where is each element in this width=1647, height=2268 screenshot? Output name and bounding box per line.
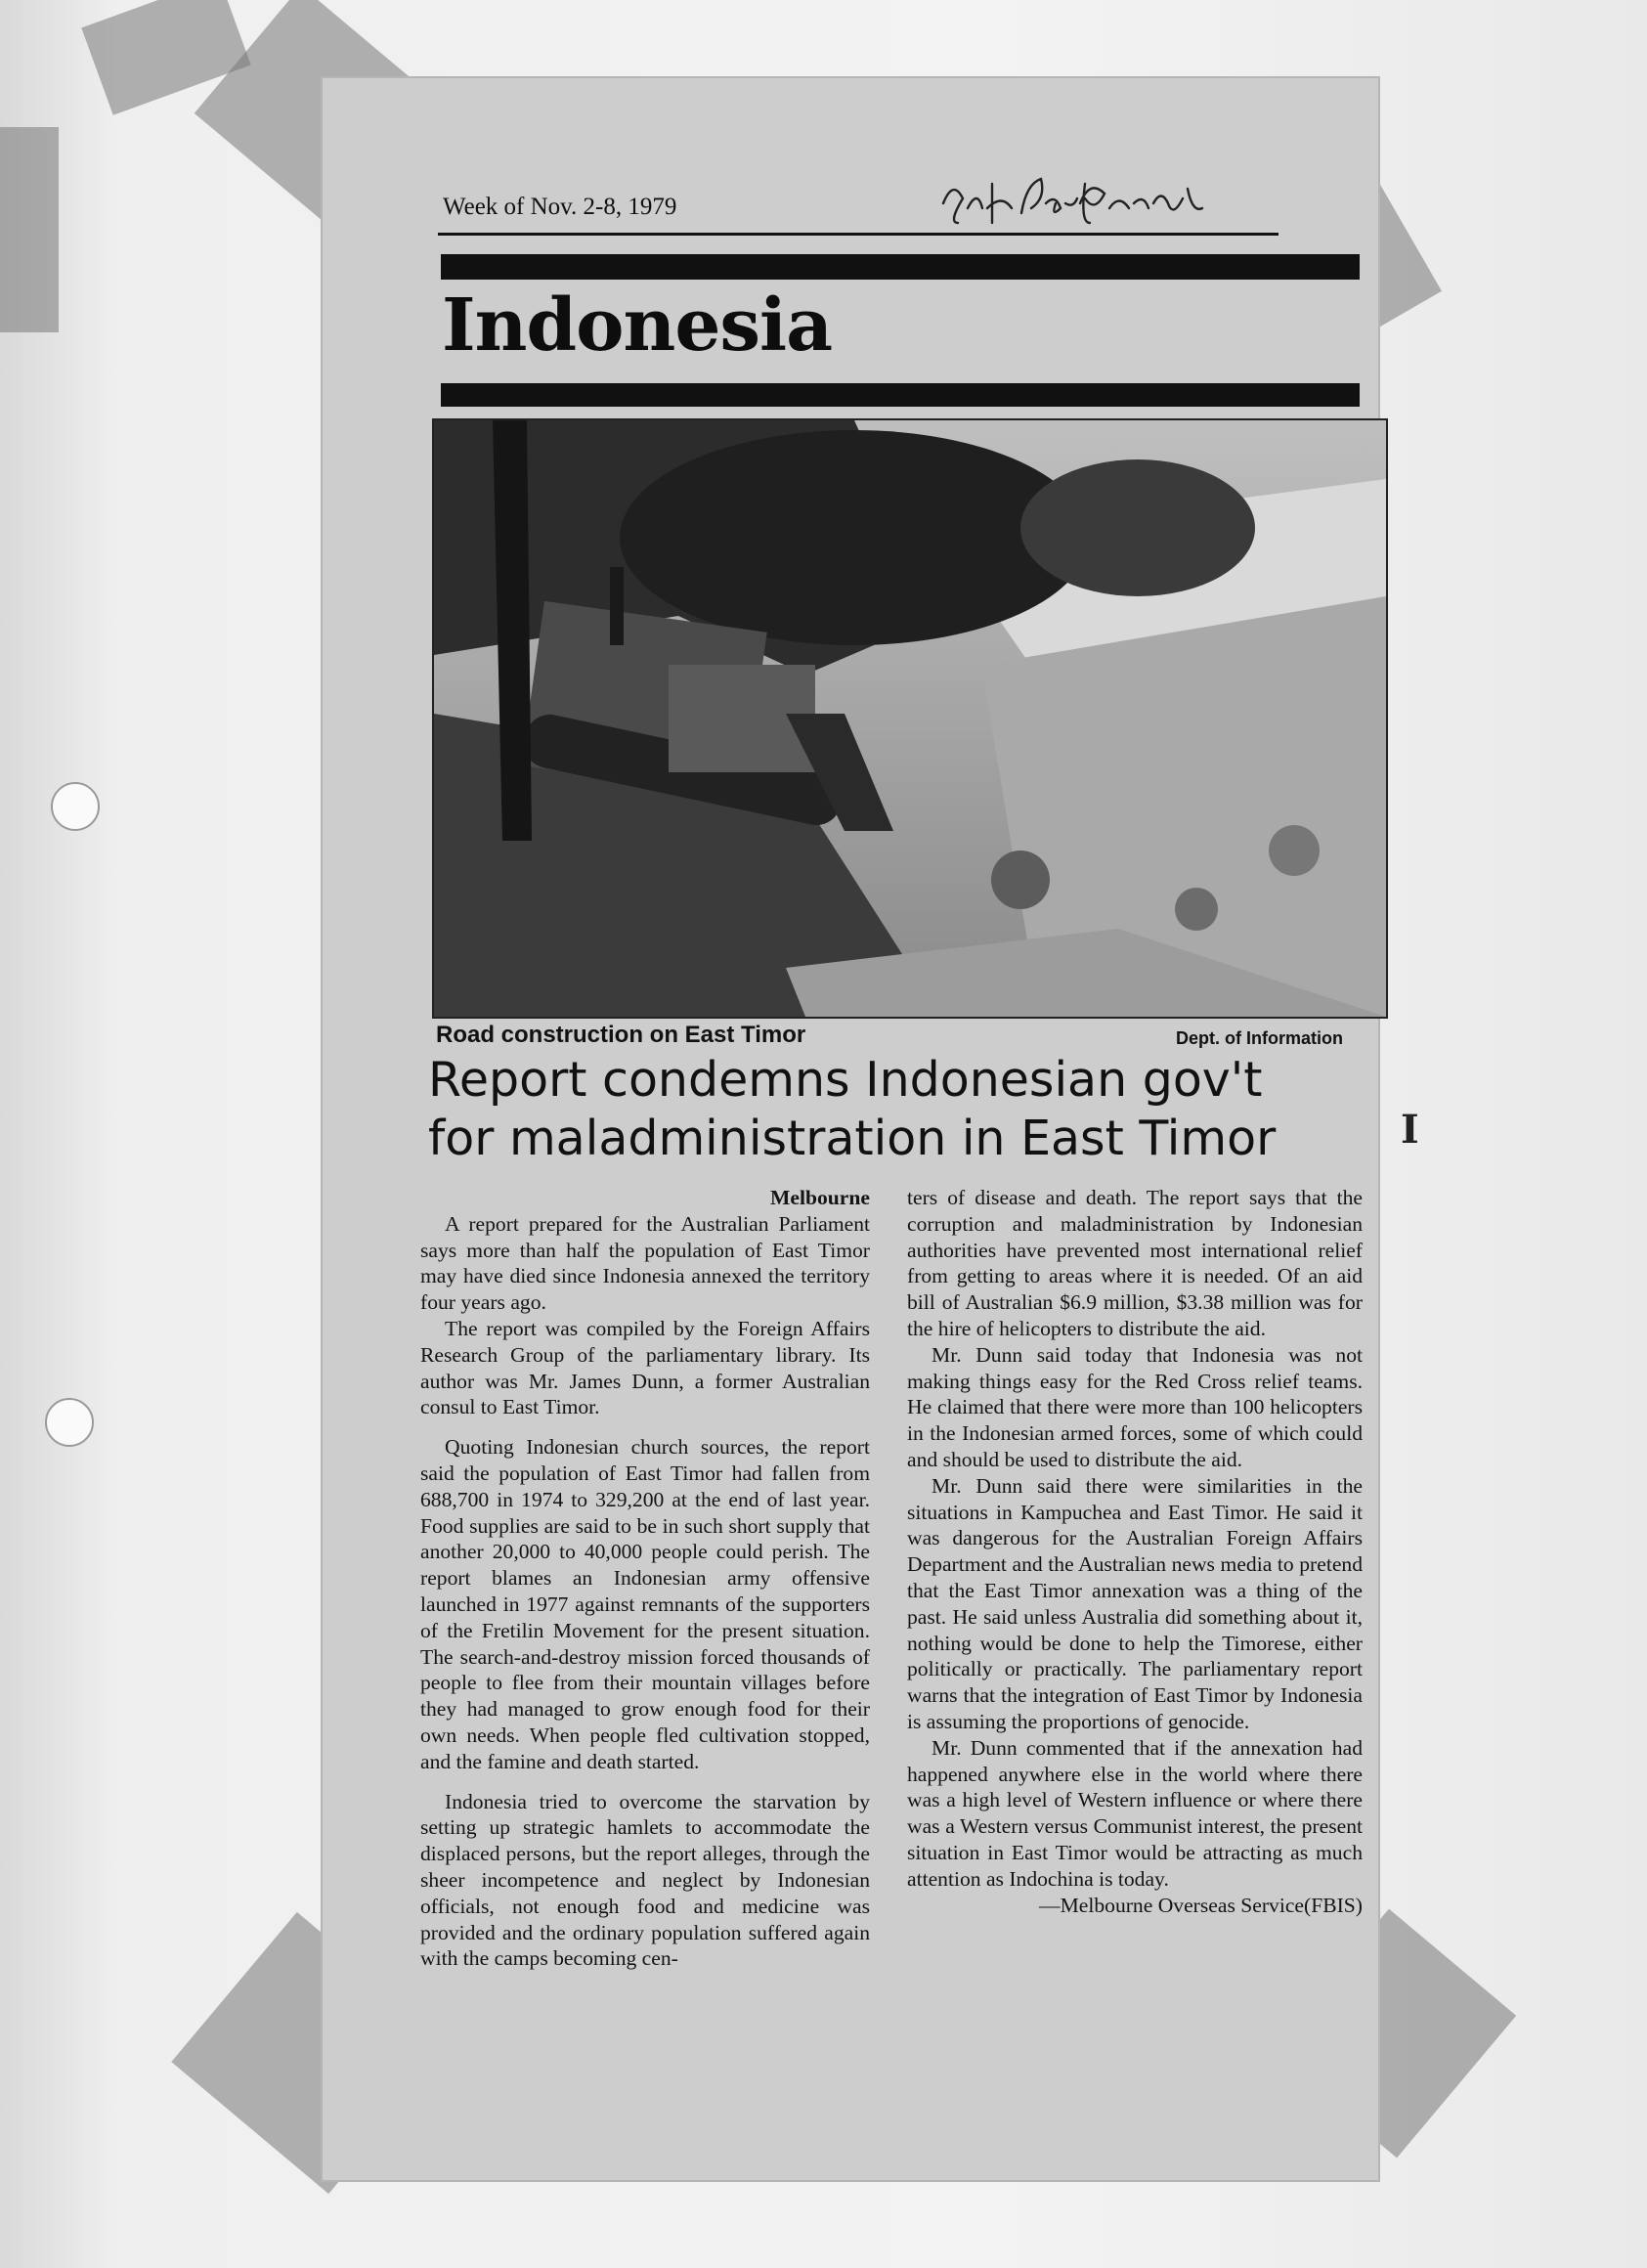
header-bar-bottom — [441, 383, 1360, 407]
paragraph: A report prepared for the Australian Parliament says more than half the population of East Timor may have died since Indonesia annexed the territory four years ago. — [420, 1211, 870, 1315]
source-credit: —Melbourne Overseas Service(FBIS) — [1038, 1893, 1363, 1917]
article-column-left — [420, 1185, 870, 1972]
photo-illustration — [434, 420, 1386, 1017]
header-bar-top — [441, 254, 1360, 280]
article-column-right — [907, 1185, 1363, 1918]
headline-line-1: Report condemns Indonesian gov't — [428, 1052, 1263, 1108]
section-title: Indonesia — [442, 284, 833, 368]
paragraph: Mr. Dunn said today that Indonesia was not making things easy for the Red Cross relief teams. He claimed that there were more than 100 helicopters in the Indonesian armed forces, some of which could and should be used to distribute the aid. — [907, 1342, 1363, 1471]
photo-credit: Dept. of Information — [1176, 1028, 1343, 1048]
dateline-rule — [438, 233, 1279, 236]
handwritten-note — [933, 164, 1227, 233]
paragraph: Mr. Dunn said there were similarities in the situations in Kampuchea and East Timor. He said it was dangerous for the Australian Foreign Affairs Department and the Australian news media to pretend that the East Timor annexation was a thing of the past. He said unless Australia did something about it, nothing would be done to help the Timorese, either politically or practically. The parliamentary report warns that the integration of East Timor by Indonesia is assuming the proportions of genocide. — [907, 1473, 1363, 1733]
paragraph: ters of disease and death. The report says that the corruption and maladministration by Indonesian authorities have prevented most international relief from getting to areas where it is needed. Of an aid bill of Australian $6.9 million, $3.38 million was for the hire of helicopters to distribute the aid. — [907, 1186, 1363, 1340]
paragraph: The report was compiled by the Foreign Affairs Research Group of the parliamentary library. Its author was Mr. James Dunn, a former Australian consul to East Timor. — [420, 1316, 870, 1419]
headline — [428, 1051, 1386, 1168]
paragraph: Mr. Dunn commented that if the annexation had happened anywhere else in the world where there was a high level of Western influence or where there was a Western versus Communist interest, the present situation in East Timor would be attracting as much attention as Indochina is today. — [907, 1735, 1363, 1891]
byline: Melbourne — [770, 1186, 870, 1209]
headline-line-2: for maladministration in East Timor — [428, 1111, 1277, 1166]
punch-hole-upper — [51, 782, 100, 831]
paragraph: Quoting Indonesian church sources, the report said the population of East Timor had fallen from 688,700 in 1974 to 329,200 at the end of last year. Food supplies are said to be in such short supply that another 20,000 to 40,000 people could perish. The report blames an Indonesian army offensive launched in 1977 against remnants of the supporters of the Fretilin Movement for the present situation. The search-and-destroy mission forced thousands of people to flee from their mountain villages before they had managed to grow enough food for their own needs. When people fled cultivation stopped, and the famine and death started. — [420, 1435, 870, 1773]
adjacent-article-fragment: I — [1401, 1107, 1419, 1153]
road-construction-photo — [432, 418, 1388, 1019]
paragraph: Indonesia tried to overcome the starvation by setting up strategic hamlets to accommodate the displaced persons, but the report alleges, through the sheer incompetence and neglect by Indonesian officials, not enough food and medicine was provided and the ordinary population suffered again with the camps becoming cen- — [420, 1789, 870, 1971]
photo-caption: Road construction on East Timor — [436, 1022, 806, 1048]
tape-left-edge — [0, 127, 59, 332]
punch-hole-lower — [45, 1398, 94, 1447]
dateline: Week of Nov. 2-8, 1979 — [443, 194, 677, 220]
